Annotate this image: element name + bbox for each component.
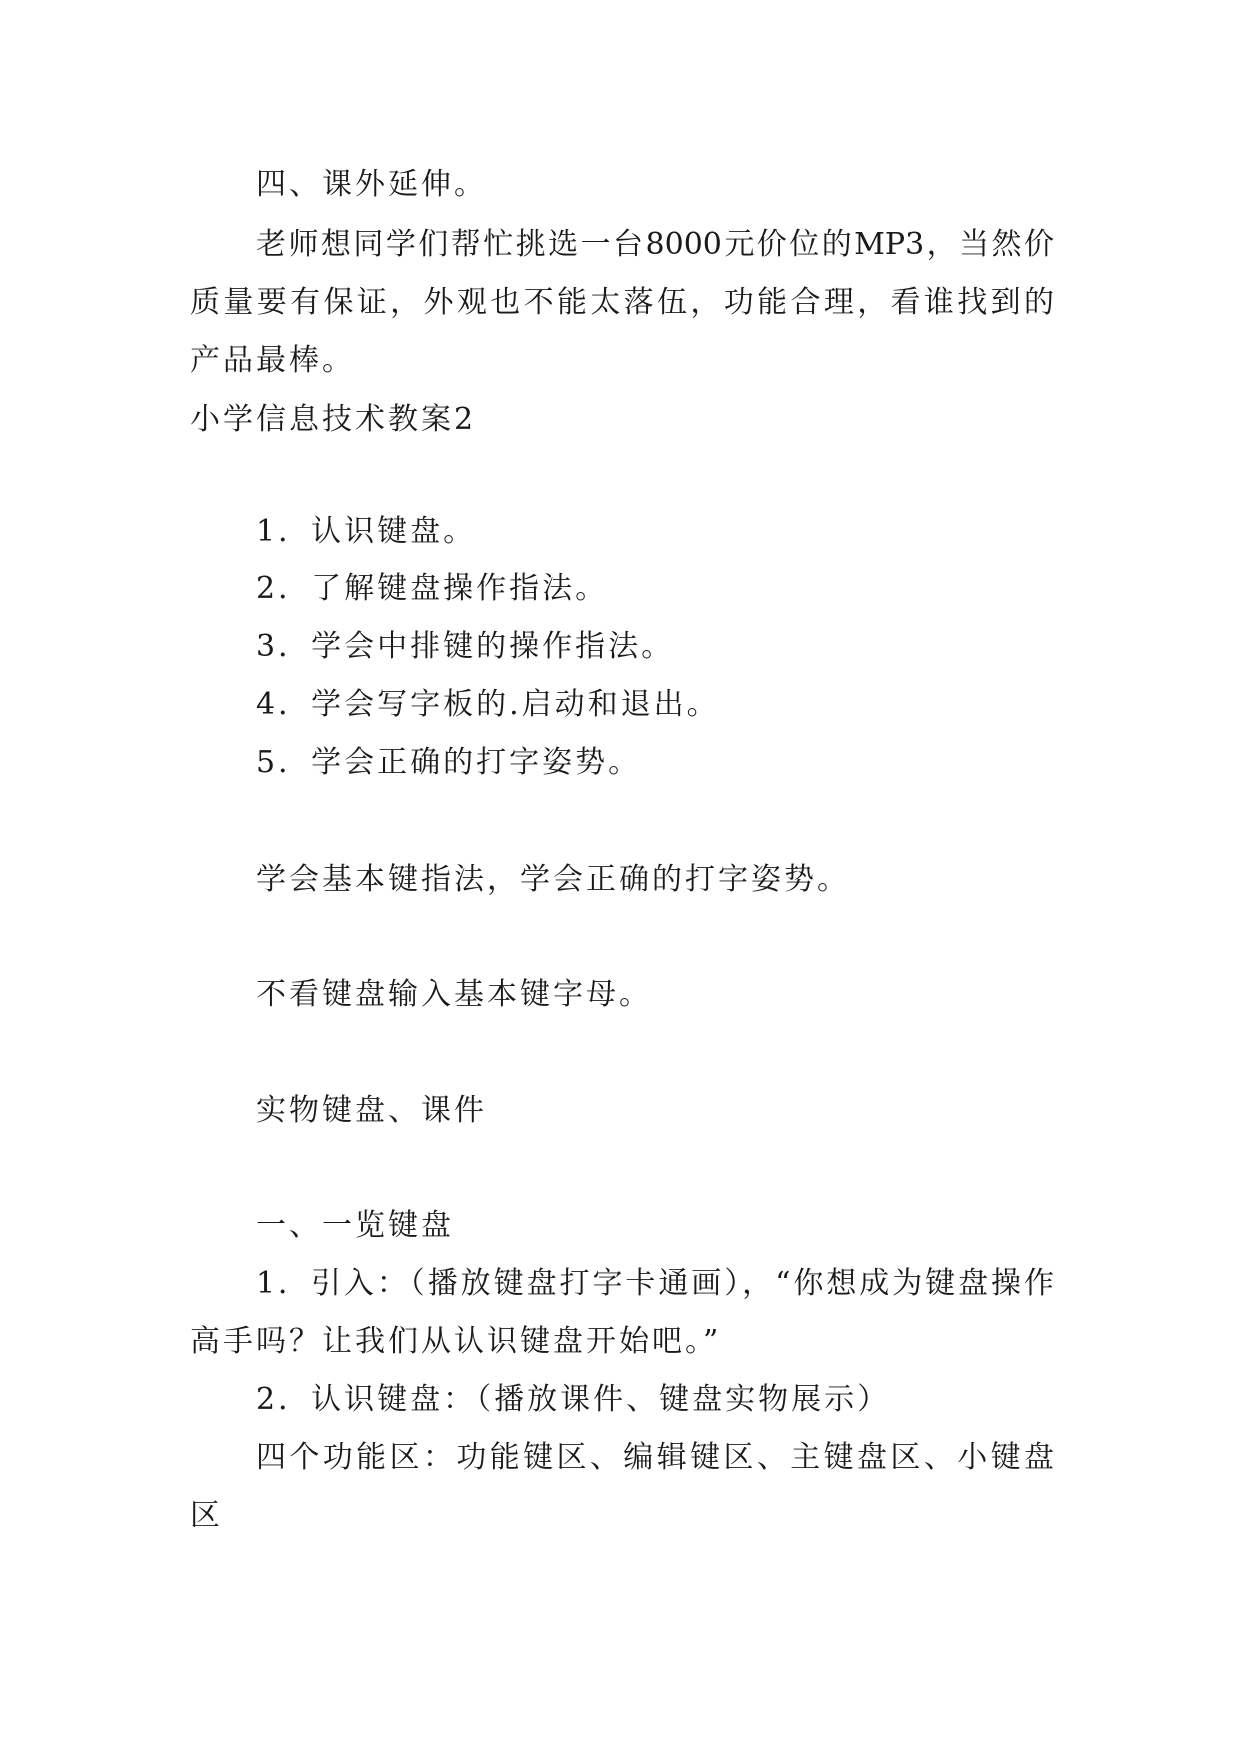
- paragraph-line: 质量要有保证，外观也不能太落伍，功能合理，看谁找到的: [190, 285, 1054, 320]
- difficulty-text: 不看键盘输入基本键字母。: [256, 977, 652, 1012]
- objective-item: 3．学会中排键的操作指法。: [256, 629, 675, 664]
- paragraph-line: 区: [190, 1498, 223, 1533]
- objective-item: 2．了解键盘操作指法。: [256, 571, 609, 606]
- objective-item: 4．学会写字板的.启动和退出。: [256, 687, 720, 722]
- section-heading-keyboard: 一、一览键盘: [256, 1208, 454, 1243]
- paragraph-line: 产品最棒。: [190, 343, 355, 378]
- objective-item: 5．学会正确的打字姿势。: [256, 745, 642, 780]
- preparation-text: 实物键盘、课件: [256, 1093, 487, 1128]
- paragraph-line: 2．认识键盘：（播放课件、键盘实物展示）: [256, 1382, 891, 1417]
- paragraph-line: 1．引入：（播放键盘打字卡通画），“你想成为键盘操作: [256, 1266, 1054, 1301]
- section-heading-extension: 四、课外延伸。: [256, 167, 487, 202]
- objective-item: 1．认识键盘。: [256, 514, 477, 549]
- paragraph-line: 老师想同学们帮忙挑选一台8000元价位的MP3，当然价: [256, 227, 1054, 262]
- paragraph-line: 高手吗？让我们从认识键盘开始吧。”: [190, 1324, 722, 1359]
- key-point-text: 学会基本键指法，学会正确的打字姿势。: [256, 862, 850, 897]
- paragraph-line: 四个功能区：功能键区、编辑键区、主键盘区、小键盘: [256, 1440, 1054, 1475]
- document-subtitle: 小学信息技术教案2: [190, 402, 477, 437]
